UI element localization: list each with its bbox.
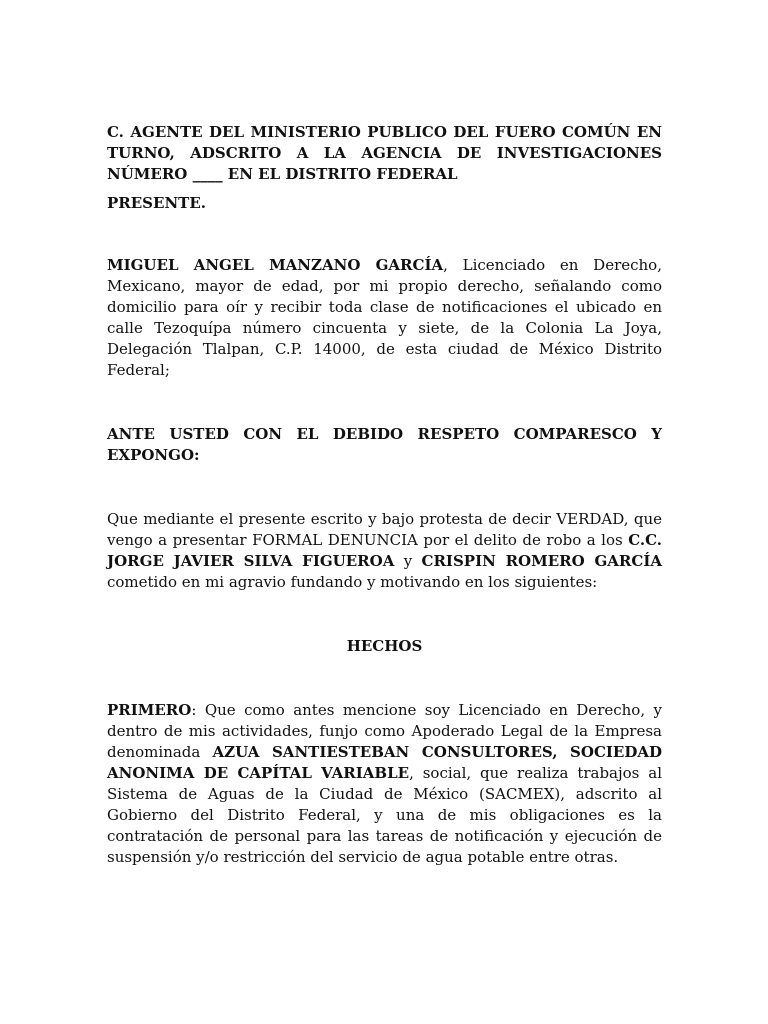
denuncia-text-3: cometido en mi agravio fundando y motivando en los siguientes: [107,573,598,591]
primero-text-2: , social, que realiza trabajos al Sistema de Aguas de la Ciudad de México (SACMEX), adscrito al Gobierno del Distrito Federal, y una de mis obligaciones es la contratación de personal para las tareas de notificación y ejecución de suspensión y/o restricción del servicio de agua potable entre otras. [107,764,662,866]
presente-line: PRESENTE. [107,194,206,212]
addressee-heading: C. AGENTE DEL MINISTERIO PUBLICO DEL FUERO COMÚN EN TURNO, ADSCRITO A LA AGENCIA DE INVESTIGACIONES NÚMERO ____ EN EL DISTRITO FEDERAL [107,123,662,183]
primero-paragraph [107,700,662,868]
ante-usted-heading: ANTE USTED CON EL DEBIDO RESPETO COMPARESCO Y EXPONGO: [107,425,662,464]
primero-text-1: : Que como antes mencione soy Licenciado en Derecho, y dentro de mis actividades, funjo como Apoderado Legal de la Empresa denominada [107,701,662,761]
denuncia-paragraph [107,509,662,593]
hechos-title: HECHOS [346,637,423,655]
company-name: AZUA SANTIESTEBAN CONSULTORES, SOCIEDAD ANONIMA DE CAPÍTAL VARIABLE [107,743,663,782]
denuncia-text-1: Que mediante el presente escrito y bajo protesta de decir VERDAD, que vengo a presentar FORMAL DENUNCIA por el delito de robo a los [107,510,662,549]
complainant-name: MIGUEL ANGEL MANZANO GARCÍA [107,256,444,274]
primero-label: PRIMERO [107,701,192,719]
accused-2: CRISPIN ROMERO GARCÍA [421,552,662,570]
intro-text: , Licenciado en Derecho, Mexicano, mayor de edad, por mi propio derecho, señalando como domicilio para oír y recibir toda clase de notificaciones el ubicado en calle Tezoquípa número cincuenta y siete, de la Colonia La Joya, Delegación Tlalpan, C.P. 14000, de esta ciudad de México Distrito Federal; [107,256,662,379]
intro-paragraph [107,255,662,381]
document-page [107,122,662,868]
accused-1: C.C. JORGE JAVIER SILVA FIGUEROA [107,531,662,570]
denuncia-text-2: y [394,552,422,570]
